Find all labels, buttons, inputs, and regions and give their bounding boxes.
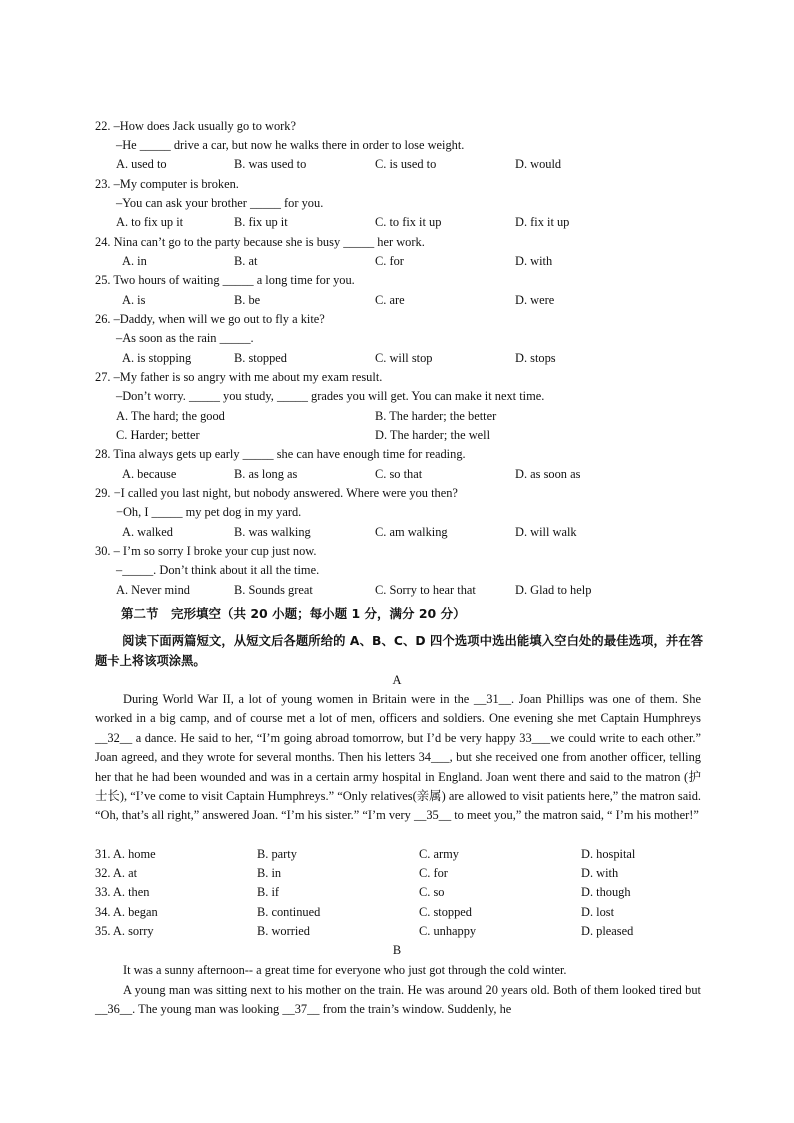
q25-option-d[interactable]: D. were: [515, 293, 555, 307]
q28-stem: 28. Tina always gets up early _____ she can have enough time for reading.: [95, 447, 466, 461]
q27-stem: 27. –My father is so angry with me about my exam result.: [95, 370, 383, 384]
q23-stem: 23. –My computer is broken.: [95, 177, 239, 191]
q32-option-c[interactable]: C. for: [419, 866, 448, 880]
q28-option-c[interactable]: C. so that: [375, 467, 423, 481]
q35-option-c[interactable]: C. unhappy: [419, 924, 477, 938]
q25-option-a[interactable]: A. is: [122, 293, 146, 307]
q35-option-a[interactable]: A. sorry: [112, 924, 154, 938]
q26-option-c[interactable]: C. will stop: [375, 351, 433, 365]
q30-option-c[interactable]: C. Sorry to hear that: [375, 583, 476, 597]
q22-option-d[interactable]: D. would: [515, 157, 562, 171]
q25-option-c[interactable]: C. are: [375, 293, 405, 307]
q24-option-b[interactable]: B. at: [234, 254, 258, 268]
q26-option-d[interactable]: D. stops: [515, 351, 556, 365]
q24-option-d[interactable]: D. with: [515, 254, 553, 268]
q22-option-c[interactable]: C. is used to: [375, 157, 437, 171]
passage-a-text: During World War II, a lot of young women in Britain were in the __31__. Joan Phillips was one of them. She worked in a big camp, and of course met a lot of men, officers and soldiers. One evening she met Captain Humphreys __32__ a dance. He said to her, “I’m going abroad tomorrow, but I’d be very happy 33___we could write to each other.” Joan agreed, and they wrote for several months. Then his letters 34___, but she received one from another officer, telling her that he had been wounded and was in a certain army hospital in England. Joan went there and said to the matron (护士长), “I’ve come to visit Captain Humphreys.” “Only relatives(亲属) are allowed to visit patients here,” the matron said. “Oh, that’s all right,” answered Joan. “I’m his sister.” “I’m very __35__ to meet you,” the matron said, “ I’m his mother!”: [95, 692, 701, 823]
q22-stem-line2: –He _____ drive a car, but now he walks there in order to lose weight.: [116, 138, 465, 152]
q24-option-c[interactable]: C. for: [375, 254, 404, 268]
q29-stem: 29. −I called you last night, but nobody answered. Where were you then?: [95, 486, 458, 500]
q24-option-a[interactable]: A. in: [122, 254, 147, 268]
q23-option-c[interactable]: C. to fix it up: [375, 215, 442, 229]
q29-option-c[interactable]: C. am walking: [375, 525, 448, 539]
q30-option-b[interactable]: B. Sounds great: [234, 583, 313, 597]
q28-option-d[interactable]: D. as soon as: [515, 467, 581, 481]
q34-option-d[interactable]: D. lost: [581, 905, 615, 919]
q23-option-b[interactable]: B. fix up it: [234, 215, 288, 229]
passage-a-label: A: [392, 673, 402, 687]
q32-label: 32. A. at: [95, 866, 138, 880]
section2-instruction: 阅读下面两篇短文，从短文后各题所给的 A、B、C、D 四个选项中选出能填入空白处的最佳选项，并在答题卡上将该项涂黑。: [95, 634, 703, 668]
q30-option-a[interactable]: A. Never mind: [116, 583, 190, 597]
q25-stem: 25. Two hours of waiting _____ a long time for you.: [95, 273, 355, 287]
q29-option-b[interactable]: B. was walking: [234, 525, 311, 539]
q31-option-d[interactable]: D. hospital: [581, 847, 636, 861]
q26-stem: 26. –Daddy, when will we go out to fly a kite?: [95, 312, 325, 326]
q24-stem: 24. Nina can’t go to the party because she is busy _____ her work.: [95, 235, 425, 249]
q34-option-c[interactable]: C. stopped: [419, 905, 473, 919]
q31-option-a[interactable]: A. home: [112, 847, 156, 861]
q27-option-d[interactable]: D. The harder; the well: [375, 428, 491, 442]
q28-option-a[interactable]: A. because: [122, 467, 177, 481]
q29-option-a[interactable]: A. walked: [122, 525, 173, 539]
q22-option-a[interactable]: A. used to: [116, 157, 167, 171]
section2-title: 第二节 完形填空（共 20 小题；每小题 1 分，满分 20 分）: [121, 606, 466, 621]
q31-label: 31. A. home: [95, 847, 156, 861]
passage-b-para2: A young man was sitting next to his mother on the train. He was around 20 years old. Both of them looked tired but __36__. The young man was looking __37__ from the train’s window. Suddenly, he: [95, 983, 701, 1017]
q29-option-d[interactable]: D. will walk: [515, 525, 577, 539]
q22-option-b[interactable]: B. was used to: [234, 157, 307, 171]
q30-option-d[interactable]: D. Glad to help: [515, 583, 592, 597]
q23-stem-line2: –You can ask your brother _____ for you.: [116, 196, 324, 210]
q32-option-d[interactable]: D. with: [581, 866, 619, 880]
q29-stem-line2: −Oh, I _____ my pet dog in my yard.: [116, 505, 302, 519]
q35-option-b[interactable]: B. worried: [257, 924, 310, 938]
q32-option-a[interactable]: A. at: [112, 866, 138, 880]
q31-option-b[interactable]: B. party: [257, 847, 297, 861]
q31-option-c[interactable]: C. army: [419, 847, 459, 861]
q27-option-b[interactable]: B. The harder; the better: [375, 409, 497, 423]
q30-stem-line2: –_____. Don’t think about it all the time.: [116, 563, 320, 577]
q26-option-b[interactable]: B. stopped: [234, 351, 288, 365]
q34-option-b[interactable]: B. continued: [257, 905, 321, 919]
q34-option-a[interactable]: A. began: [112, 905, 158, 919]
q26-option-a[interactable]: A. is stopping: [122, 351, 192, 365]
q30-stem: 30. – I’m so sorry I broke your cup just now.: [95, 544, 317, 558]
q33-option-c[interactable]: C. so: [419, 885, 445, 899]
q32-option-b[interactable]: B. in: [257, 866, 282, 880]
q34-label: 34. A. began: [95, 905, 158, 919]
q35-label: 35. A. sorry: [95, 924, 154, 938]
q33-option-d[interactable]: D. though: [581, 885, 631, 899]
q27-stem-line2: –Don’t worry. _____ you study, _____ grades you will get. You can make it next time.: [116, 389, 545, 403]
q33-label: 33. A. then: [95, 885, 150, 899]
q22-stem: 22. –How does Jack usually go to work?: [95, 119, 296, 133]
q27-option-a[interactable]: A. The hard; the good: [116, 409, 225, 423]
q27-option-c[interactable]: C. Harder; better: [116, 428, 200, 442]
q25-option-b[interactable]: B. be: [234, 293, 261, 307]
passage-b-para1: It was a sunny afternoon-- a great time for everyone who just got through the cold winter.: [123, 963, 567, 977]
q33-option-b[interactable]: B. if: [257, 885, 280, 899]
q28-option-b[interactable]: B. as long as: [234, 467, 298, 481]
q33-option-a[interactable]: A. then: [112, 885, 150, 899]
q26-stem-line2: –As soon as the rain _____.: [116, 331, 254, 345]
q23-option-a[interactable]: A. to fix up it: [116, 215, 184, 229]
q23-option-d[interactable]: D. fix it up: [515, 215, 570, 229]
q35-option-d[interactable]: D. pleased: [581, 924, 634, 938]
passage-b-label: B: [392, 943, 402, 957]
